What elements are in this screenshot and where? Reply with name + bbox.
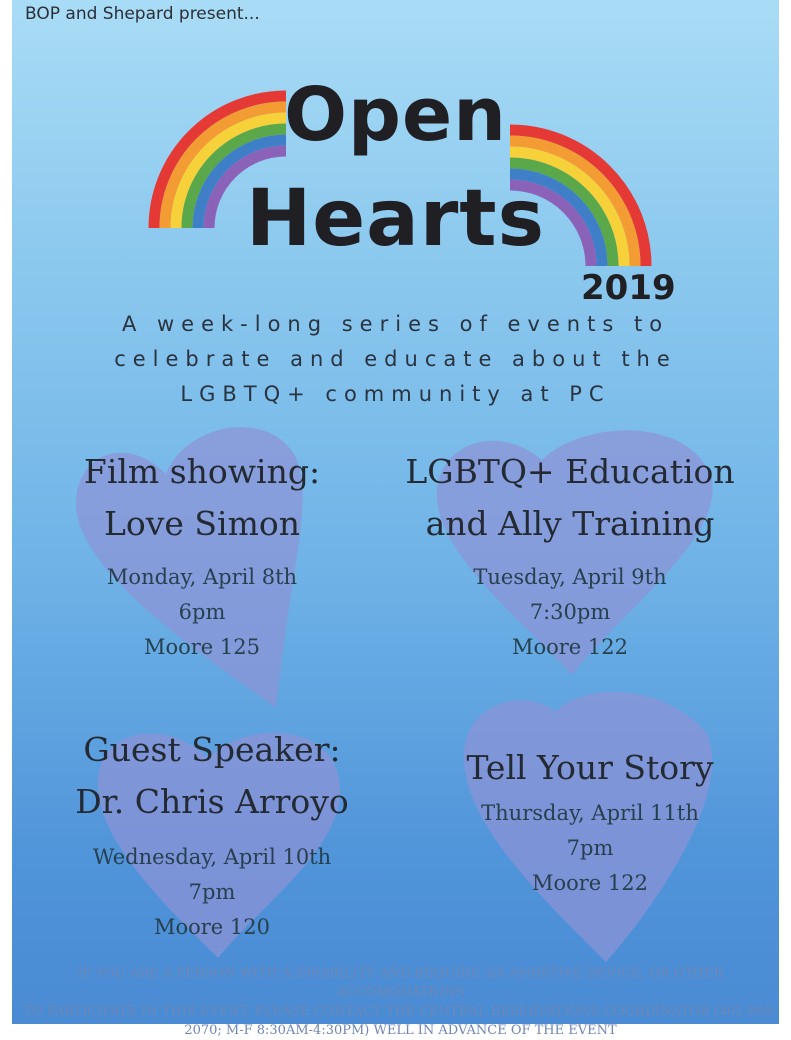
tagline-line-1: A week-long series of events to [121, 312, 670, 336]
event-location: Moore 122 [531, 871, 648, 895]
presenter-text: BOP and Shepard present... [25, 4, 260, 24]
tagline-line-3: LGBTQ+ community at PC [180, 382, 611, 406]
event-card-tell-your-story [440, 742, 740, 901]
tagline-line-2: celebrate and educate about the [114, 347, 677, 371]
event-card-film-showing [52, 446, 352, 665]
event-day: Wednesday, April 10th [92, 845, 332, 869]
title-line-1: Open [284, 72, 507, 158]
event-name-line: Love Simon [103, 504, 301, 543]
notice-line: IF YOU ARE A PERSON WITH A DISABILITY AND REQUIRE AN ASSISTIVE DEVICE, OR OTHER ACCOMODATIONS [77, 966, 724, 1000]
event-time: 6pm [178, 600, 226, 624]
event-day: Thursday, April 11th [481, 801, 699, 825]
event-name-line: Dr. Chris Arroyo [75, 782, 349, 821]
event-day: Monday, April 8th [106, 565, 298, 589]
event-location: Moore 120 [153, 915, 270, 939]
event-name-line: Guest Speaker: [83, 730, 341, 769]
event-time: 7:30pm [529, 600, 611, 624]
event-day: Tuesday, April 9th [473, 565, 667, 589]
notice-line: TO PARTICIPATE IN THIS EVENT, PLEASE CONTACT THE CENTRAL RESERVATIONS COORDINATOR (401-865- [23, 1004, 778, 1019]
notice-line: 2070; M-F 8:30AM-4:30PM) WELL IN ADVANCE OF THE EVENT [184, 1023, 617, 1038]
event-card-ally-training [380, 446, 760, 665]
event-time: 7pm [188, 880, 236, 904]
event-time: 7pm [566, 836, 614, 860]
event-name-line: Film showing: [83, 452, 321, 491]
event-name-line: Tell Your Story [466, 748, 714, 787]
event-poster [12, 0, 779, 1038]
event-location: Moore 122 [511, 635, 628, 659]
title-line-2: Hearts [246, 174, 545, 264]
event-card-guest-speaker [42, 724, 382, 945]
event-name-line: LGBTQ+ Education [405, 452, 735, 491]
title-year: 2019 [581, 268, 676, 308]
accessibility-notice [22, 964, 779, 1040]
event-name-line: and Ally Training [425, 504, 715, 543]
event-location: Moore 125 [143, 635, 260, 659]
